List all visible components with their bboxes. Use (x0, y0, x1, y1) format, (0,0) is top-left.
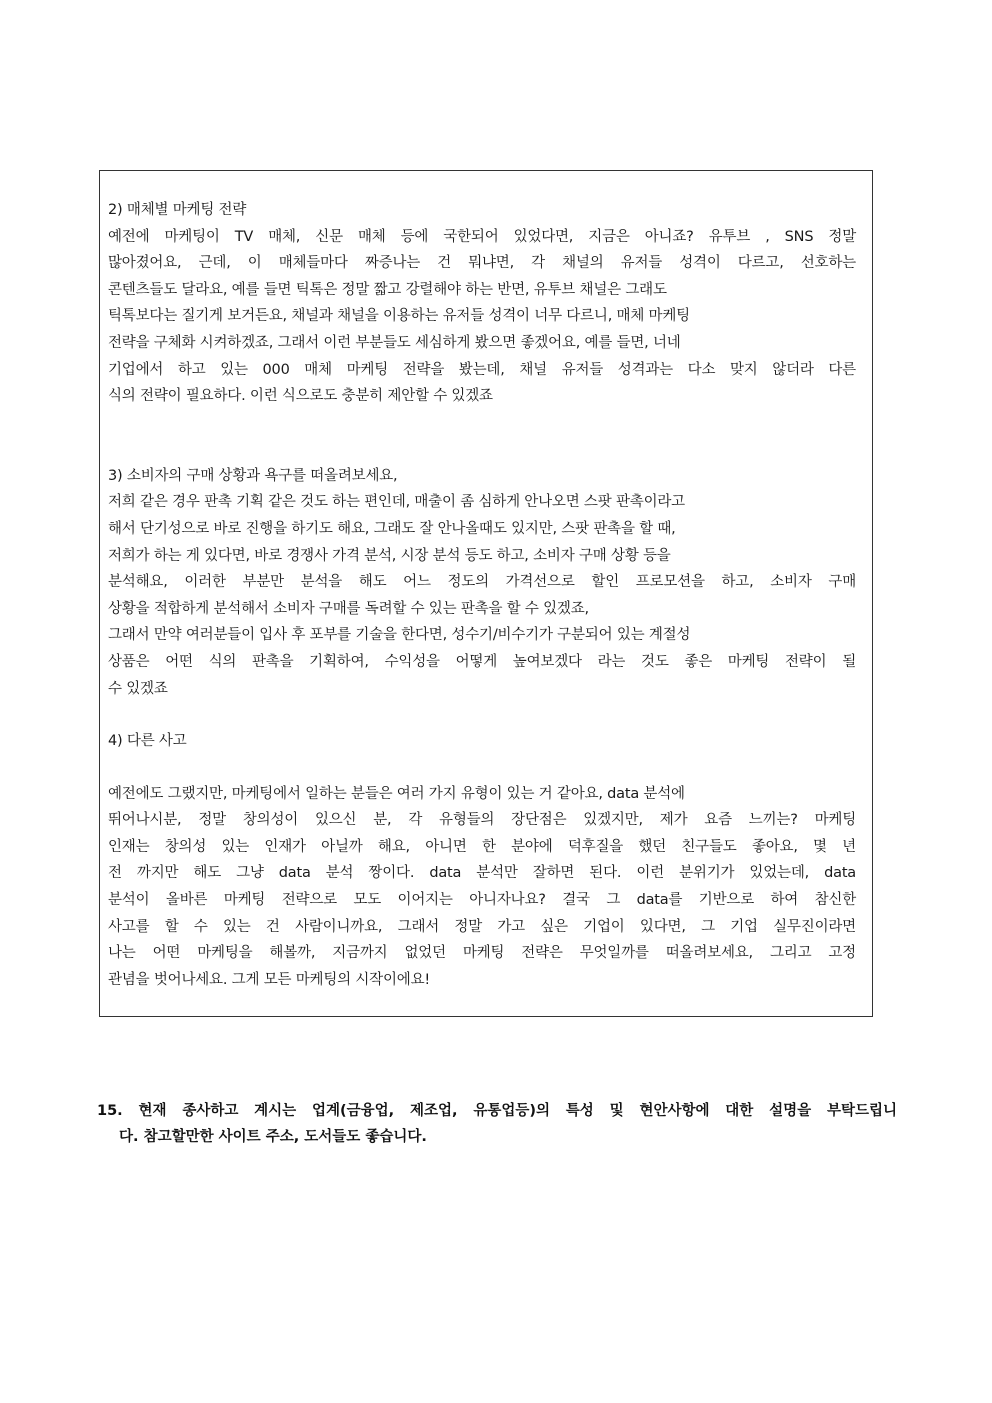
section-2-line: 전략을 구체화 시켜하겠죠, 그래서 이런 부분들도 세심하게 봤으면 좋겠어요, 예를 들면, 너네 (108, 334, 681, 351)
section-3-line: 수 있겠죠 (108, 680, 168, 697)
section-2-line: 예전에 마케팅이 TV 매체, 신문 매체 등에 국한되어 있었다면, 지금은 아니죠? 유투브 , SNS 정말 (108, 228, 856, 245)
question-line: 15. 현재 종사하고 계시는 업계(금융업, 제조업, 유통업등)의 특성 및 현안사항에 대한 설명을 부탁드립니 (97, 1103, 897, 1119)
section-3-line: 저희 같은 경우 판촉 기획 같은 것도 하는 편인데, 매출이 좀 심하게 안나오면 스팟 판촉이라고 (108, 494, 685, 511)
spacer (108, 410, 856, 463)
section-4-line: 사고를 할 수 있는 건 사람이니까요, 그래서 정말 가고 싶은 기업이 있다면, 그 기업 실무진이라면 (108, 918, 856, 935)
section-2-line: 틱톡보다는 질기게 보거든요, 채널과 채널을 이용하는 유저들 성격이 너무 다르니, 매체 마케팅 (108, 308, 690, 325)
section-4-line: 인재는 창의성 있는 인재가 아닐까 해요, 아니면 한 분야에 덕후질을 했던 친구들도 좋아요, 몇 년 (108, 838, 856, 855)
section-2-line: 기업에서 하고 있는 000 매체 마케팅 전략을 봤는데, 채널 유저들 성격과는 다소 맞지 않더라 다른 (108, 361, 856, 378)
section-2-title: 2) 매체별 마케팅 전략 (108, 202, 247, 218)
question-15 (97, 1098, 897, 1150)
section-4-line: 뛰어나시분, 정말 창의성이 있으신 분, 각 유형들의 장단점은 있겠지만, 제가 요즘 느끼는? 마케팅 (108, 812, 856, 829)
answer-text-box (99, 170, 873, 1017)
section-4-line: 관념을 벗어나세요. 그게 모든 마케팅의 시작이에요! (108, 971, 431, 988)
question-line: 다. 참고할만한 사이트 주소, 도서들도 좋습니다. (119, 1129, 427, 1145)
section-2-line: 식의 전략이 필요하다. 이런 식으로도 충분히 제안할 수 있겠죠 (108, 388, 493, 405)
section-2-line: 많아졌어요, 근데, 이 매체들마다 짜증나는 건 뭐냐면, 각 채널의 유저들 성격이 다르고, 선호하는 (108, 255, 856, 272)
section-3-line: 그래서 만약 여러분들이 입사 후 포부를 기술을 한다면, 성수기/비수기가 구분되어 있는 계절성 (108, 627, 691, 644)
section-4-line: 나는 어떤 마케팅을 해볼까, 지금까지 없었던 마케팅 전략은 무엇일까를 떠올려보세요, 그리고 고정 (108, 945, 856, 962)
section-4-line: 전 까지만 해도 그냥 data 분석 짱이다. data 분석만 잘하면 된다. 이런 분위기가 있었는데, data (108, 865, 856, 882)
section-4-line: 예전에도 그랬지만, 마케팅에서 일하는 분들은 여러 가지 유형이 있는 거 같아요, data 분석에 (108, 785, 685, 802)
section-2-line: 콘텐츠들도 달라요, 예를 들면 틱톡은 정말 짧고 강렬해야 하는 반면, 유투브 채널은 그래도 (108, 281, 667, 298)
section-4-line: 분석이 올바른 마케팅 전략으로 모도 이어지는 아니자나요? 결국 그 data를 기반으로 하여 참신한 (108, 892, 856, 909)
section-4-title: 4) 다른 사고 (108, 733, 187, 750)
section-3-line: 상품은 어떤 식의 판촉을 기획하여, 수익성을 어떻게 높여보겠다 라는 것도 좋은 마케팅 전략이 될 (108, 653, 856, 670)
spacer (108, 702, 856, 728)
section-3-title: 3) 소비자의 구매 상황과 욕구를 떠올려보세요, (108, 467, 398, 484)
section-3-line: 상황을 적합하게 분석해서 소비자 구매를 독려할 수 있는 판촉을 할 수 있겠죠, (108, 600, 589, 617)
spacer (108, 755, 856, 781)
section-3-line: 분석해요, 이러한 부분만 분석을 해도 어느 정도의 가격선으로 할인 프로모션을 하고, 소비자 구매 (108, 574, 856, 591)
section-3-line: 저희가 하는 게 있다면, 바로 경쟁사 가격 분석, 시장 분석 등도 하고, 소비자 구매 상황 등을 (108, 547, 671, 564)
section-3-line: 해서 단기성으로 바로 진행을 하기도 해요, 그래도 잘 안나올때도 있지만, 스팟 판촉을 할 때, (108, 520, 676, 537)
